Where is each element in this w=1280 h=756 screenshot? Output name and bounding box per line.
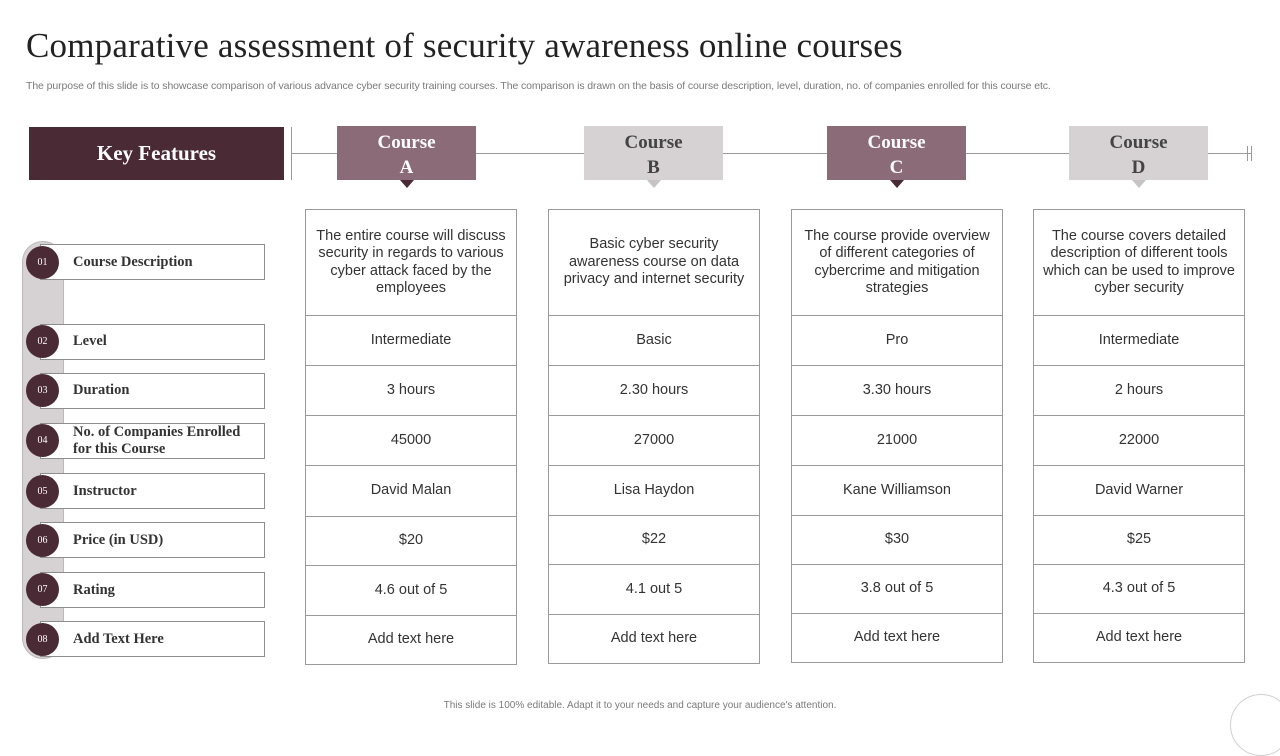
course-b-level: Basic (549, 316, 759, 366)
feature-label-6: Price (in USD) (73, 532, 164, 548)
timeline-start-tick (291, 127, 292, 180)
course-c-arrow (890, 180, 904, 188)
course-b-rating: 4.1 out 5 (549, 565, 759, 615)
course-a-rating: 4.6 out of 5 (306, 566, 516, 616)
timeline-end-tick (1247, 146, 1248, 161)
course-d-level: Intermediate (1034, 316, 1244, 366)
course-b-description: Basic cyber security awareness course on data privacy and internet security (549, 210, 759, 316)
feature-label-8: Add Text Here (73, 631, 164, 647)
feature-number-7: 07 (26, 573, 59, 606)
feature-label-5: Instructor (73, 483, 137, 499)
course-c-column (791, 209, 1003, 663)
course-b-column (548, 209, 760, 664)
course-a-column (305, 209, 517, 665)
course-a-description: The entire course will discuss security in regards to various cyber attack faced by the employees (306, 210, 516, 316)
course-d-instructor: David Warner (1034, 466, 1244, 516)
footer-note: This slide is 100% editable. Adapt it to your needs and capture your audience's attention. (443, 700, 837, 711)
page-subtitle: The purpose of this slide is to showcase comparison of various advance cyber security training courses. The comparison is drawn on the basis of course description, level, duration, no. of companies enrolled for this course etc. (26, 80, 1051, 92)
corner-decoration (1230, 694, 1280, 756)
feature-number-5: 05 (26, 475, 59, 508)
course-a-header (337, 126, 476, 180)
feature-label-2: Level (73, 333, 107, 349)
feature-number-3: 03 (26, 374, 59, 407)
course-b-price: $22 (549, 516, 759, 565)
course-a-price: $20 (306, 517, 516, 566)
feature-label-7: Rating (73, 582, 115, 598)
course-d-description: The course covers detailed description of different tools which can be used to improve cyber security (1034, 210, 1244, 316)
course-d-companies: 22000 (1034, 416, 1244, 466)
course-c-letter: C (889, 157, 904, 178)
course-d-duration: 2 hours (1034, 366, 1244, 416)
course-b-extra: Add text here (610, 630, 698, 647)
course-b-duration: 2.30 hours (549, 366, 759, 416)
course-b-companies: 27000 (549, 416, 759, 466)
course-d-header (1069, 126, 1208, 180)
course-b-arrow (647, 180, 661, 188)
course-a-extra: Add text here (367, 631, 455, 648)
course-d-letter: D (1131, 157, 1146, 178)
course-a-arrow (400, 180, 414, 188)
course-d-rating: 4.3 out of 5 (1034, 565, 1244, 614)
course-c-duration: 3.30 hours (792, 366, 1002, 416)
course-a-companies: 45000 (306, 416, 516, 466)
course-a-letter: A (399, 157, 414, 178)
course-b-instructor: Lisa Haydon (549, 466, 759, 516)
course-d-word: Course (1109, 132, 1168, 153)
course-c-header (827, 126, 966, 180)
feature-number-2: 02 (26, 325, 59, 358)
key-features-header: Key Features (29, 127, 284, 180)
feature-number-1: 01 (26, 246, 59, 279)
course-c-word: Course (867, 132, 926, 153)
course-d-price: $25 (1034, 516, 1244, 565)
course-b-header (584, 126, 723, 180)
page-title: Comparative assessment of security awareness online courses (26, 26, 903, 65)
course-c-instructor: Kane Williamson (792, 466, 1002, 516)
course-b-letter: B (647, 157, 660, 178)
course-a-instructor: David Malan (306, 466, 516, 517)
feature-label-3: Duration (73, 382, 130, 398)
course-b-word: Course (624, 132, 683, 153)
feature-number-6: 06 (26, 524, 59, 557)
course-d-column (1033, 209, 1245, 663)
course-c-description: The course provide overview of different categories of cybercrime and mitigation strategies (792, 210, 1002, 316)
course-c-rating: 3.8 out of 5 (792, 565, 1002, 614)
timeline-end-tick-2 (1251, 146, 1252, 161)
feature-label-4: No. of Companies Enrolled for this Course (73, 424, 241, 457)
course-a-duration: 3 hours (306, 366, 516, 416)
course-c-price: $30 (792, 516, 1002, 565)
course-c-companies: 21000 (792, 416, 1002, 466)
course-c-level: Pro (792, 316, 1002, 366)
feature-number-4: 04 (26, 424, 59, 457)
course-a-level: Intermediate (306, 316, 516, 366)
feature-number-8: 08 (26, 623, 59, 656)
course-c-extra: Add text here (853, 629, 941, 646)
course-d-extra: Add text here (1095, 629, 1183, 646)
course-a-word: Course (377, 132, 436, 153)
feature-label-1: Course Description (73, 254, 193, 270)
course-d-arrow (1132, 180, 1146, 188)
